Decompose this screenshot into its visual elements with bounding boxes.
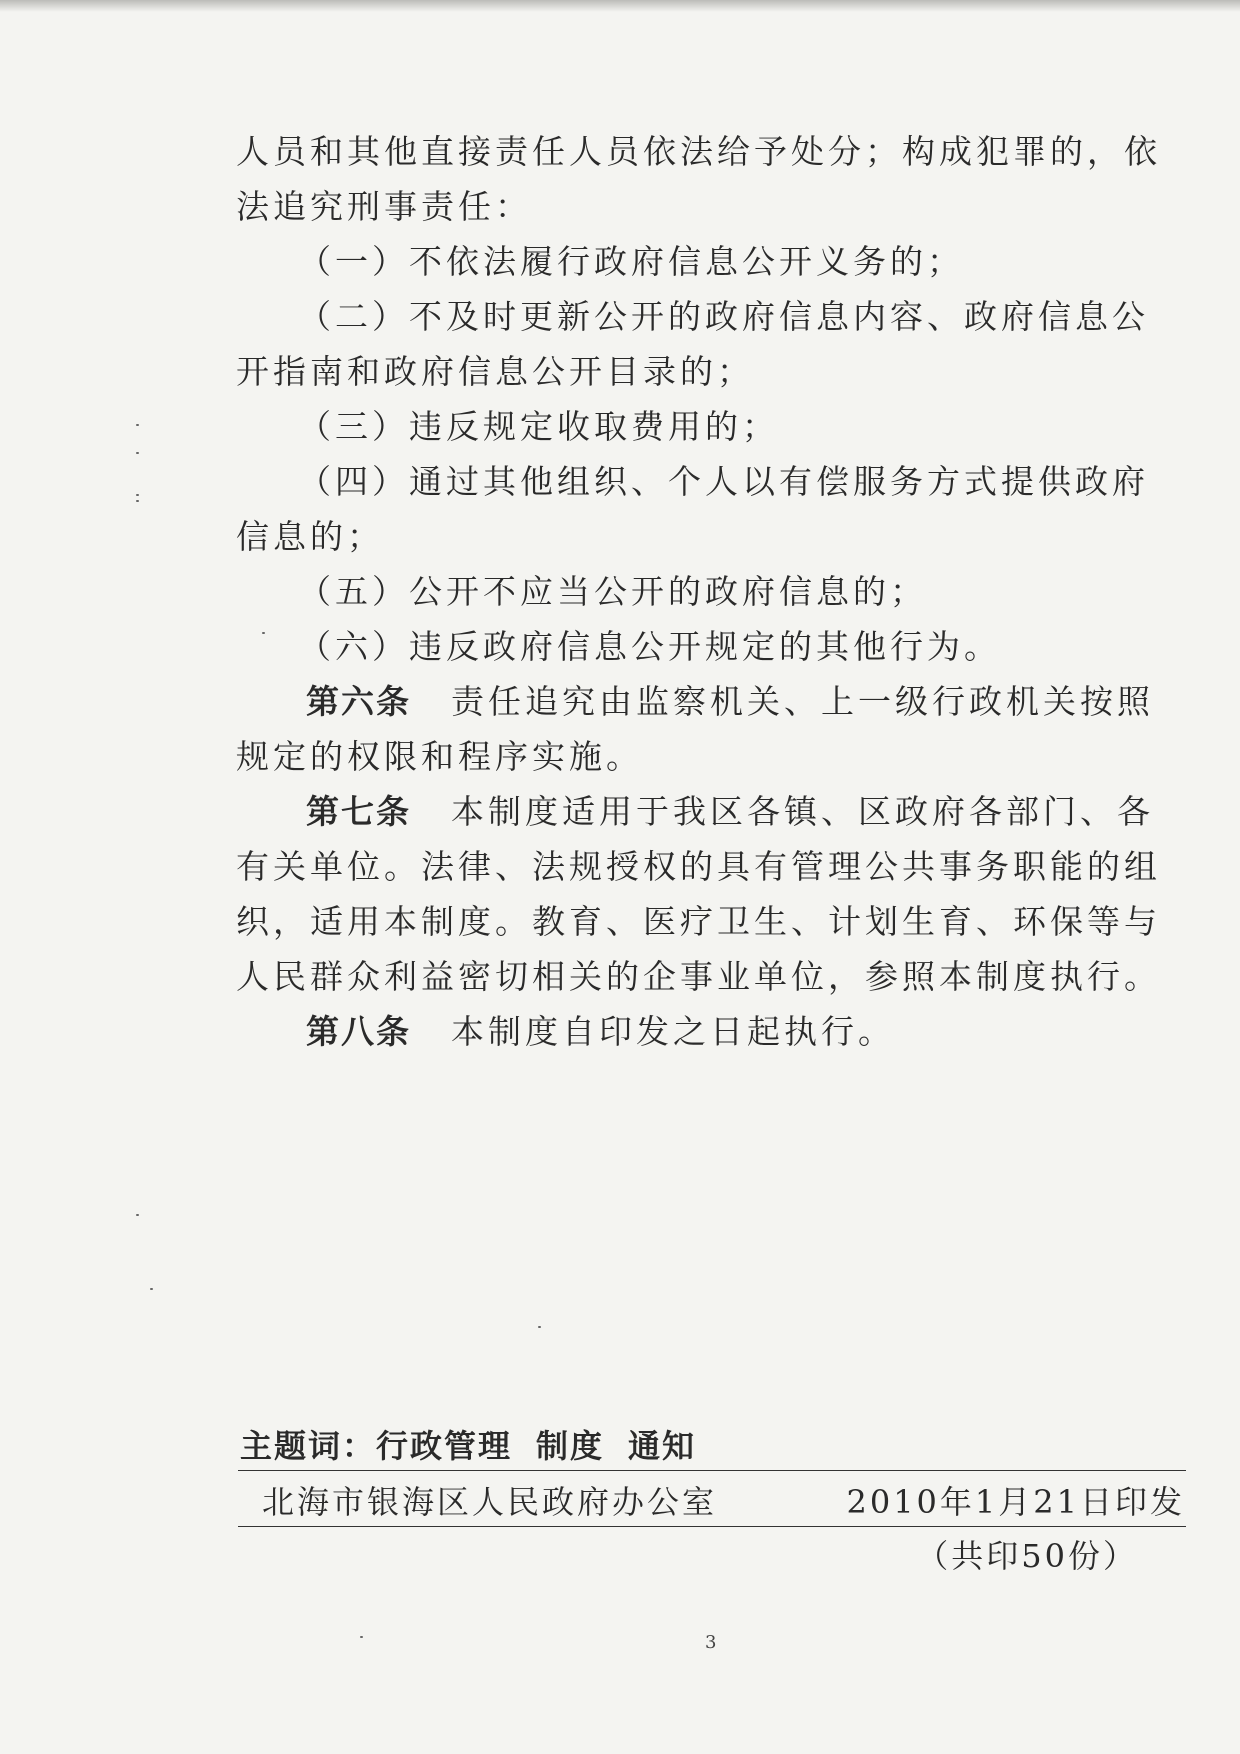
scan-speck [136, 1214, 139, 1216]
scan-speck [150, 1288, 153, 1290]
list-item: （二）不及时更新公开的政府信息内容、政府信息公开指南和政府信息公开目录的； [236, 297, 1149, 391]
list-item: （五）公开不应当公开的政府信息的； [298, 572, 927, 611]
body-text [236, 124, 1176, 1059]
scan-speck [538, 1326, 541, 1328]
scan-speck [136, 494, 139, 496]
article-label: 第六条 [306, 682, 411, 721]
article-text: 本制度自印发之日起执行。 [451, 1012, 895, 1051]
article-7 [236, 784, 1176, 1004]
scan-speck [360, 1636, 363, 1638]
list-item: （六）违反政府信息公开规定的其他行为。 [298, 627, 1001, 666]
intro-paragraph: 人员和其他直接责任人员依法给予处分；构成犯罪的，依法追究刑事责任： [236, 132, 1161, 226]
keyword: 通知 [628, 1427, 697, 1465]
scan-speck [136, 424, 139, 426]
list-item: （一）不依法履行政府信息公开义务的； [298, 242, 964, 281]
issue-date: 2010年1月21日印发 [846, 1483, 1185, 1521]
article-text: 本制度适用于我区各镇、区政府各部门、各有关单位。法律、法规授权的具有管理公共事务职能的组织，适用本制度。教育、医疗卫生、计划生育、环保等与人民群众利益密切相关的企事业单位，参照本制度执行。 [236, 792, 1161, 996]
list-item: （四）通过其他组织、个人以有偿服务方式提供政府信息的； [236, 462, 1149, 556]
issuer: 北海市银海区人民政府办公室 [262, 1483, 718, 1521]
page-number: 3 [705, 1632, 717, 1653]
article-label: 第七条 [306, 792, 411, 831]
divider [238, 1526, 1186, 1527]
article-text: 责任追究由监察机关、上一级行政机关按照规定的权限和程序实施。 [236, 682, 1154, 776]
article-6 [236, 674, 1176, 784]
article-8 [236, 1004, 1176, 1059]
scan-edge [0, 0, 1240, 12]
scan-speck [136, 452, 139, 454]
keywords-line [240, 1426, 1185, 1466]
scan-speck [262, 632, 265, 634]
keyword: 制度 [536, 1427, 605, 1465]
keywords-label: 主题词： [240, 1427, 377, 1465]
divider [238, 1470, 1186, 1471]
scan-speck [136, 500, 139, 502]
article-label: 第八条 [306, 1012, 411, 1051]
list-item: （三）违反规定收取费用的； [298, 407, 779, 446]
keyword: 行政管理 [376, 1427, 513, 1465]
copies-count: （共印50份） [916, 1537, 1138, 1575]
